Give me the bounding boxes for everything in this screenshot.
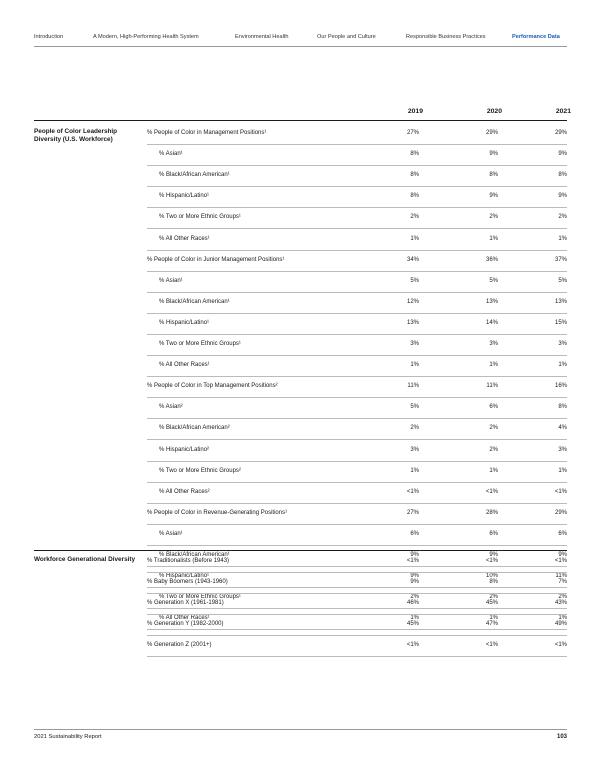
footer-report-title: 2021 Sustainability Report (34, 734, 102, 740)
value-2019: 2% (410, 425, 419, 432)
table-row (147, 419, 567, 440)
row-label: % Hispanic/Latino² (159, 446, 210, 453)
nav-people-culture[interactable]: Our People and Culture (317, 34, 376, 40)
value-2021: 9% (558, 193, 567, 200)
row-label: % Asian¹ (159, 530, 183, 537)
value-2020: 6% (489, 530, 498, 537)
table-row (147, 335, 567, 356)
table-row (147, 483, 567, 504)
row-label: % People of Color in Top Management Positions² (147, 383, 278, 390)
row-label: % Generation Y (1982-2000) (147, 621, 224, 628)
table-row (147, 145, 567, 166)
value-2020: 47% (485, 621, 498, 628)
table-row (147, 314, 567, 335)
row-label: % All Other Races¹ (159, 362, 210, 369)
value-2020: 8% (489, 172, 498, 179)
value-2019: 5% (410, 404, 419, 411)
value-2020: <1% (485, 558, 498, 564)
value-2019: 9% (410, 579, 419, 586)
value-2019: 9% (410, 573, 419, 580)
nav-responsible-business[interactable]: Responsible Business Practices (406, 34, 486, 40)
year-header-2019: 2019 (407, 108, 423, 115)
row-label: % Black/African American¹ (159, 298, 230, 305)
row-label: % Two or More Ethnic Groups¹ (159, 594, 241, 601)
value-2021: 8% (558, 404, 567, 411)
value-2019: 6% (410, 530, 419, 537)
value-2020: 9% (489, 193, 498, 200)
nav-environmental-health[interactable]: Environmental Health (235, 34, 289, 40)
row-label: % Asian¹ (159, 151, 183, 158)
section-divider (34, 550, 567, 551)
value-2021: 43% (554, 600, 567, 607)
value-2020: 29% (485, 130, 498, 136)
header-divider (34, 120, 567, 121)
value-2021: 1% (558, 615, 567, 622)
table-row (147, 356, 567, 377)
value-2020: 1% (489, 615, 498, 622)
table-row (147, 251, 567, 272)
value-2021: 1% (558, 467, 567, 474)
value-2021: 9% (558, 151, 567, 158)
row-label: % Baby Boomers (1943-1960) (147, 579, 228, 586)
row-label: % People of Color in Management Positions¹ (147, 130, 267, 136)
table-row (147, 573, 567, 594)
row-label: % Hispanic/Latino¹ (159, 573, 210, 580)
table-row (147, 462, 567, 483)
value-2021: <1% (554, 558, 567, 564)
value-2021: <1% (554, 488, 567, 495)
row-label: % Two or More Ethnic Groups¹ (159, 214, 241, 221)
row-label: % Traditionalists (Before 1943) (147, 558, 230, 564)
table-row (147, 166, 567, 187)
value-2019: 45% (406, 621, 419, 628)
value-2019: 1% (410, 615, 419, 622)
table-row (147, 552, 567, 573)
value-2020: 45% (485, 600, 498, 607)
row-label: % Two or More Ethnic Groups² (159, 467, 241, 474)
nav-divider (34, 46, 567, 47)
value-2019: 1% (410, 467, 419, 474)
row-label: % Asian² (159, 404, 183, 411)
value-2020: <1% (485, 642, 498, 649)
value-2019: 3% (410, 341, 419, 347)
value-2019: 1% (410, 362, 419, 369)
value-2021: 5% (558, 277, 567, 284)
value-2019: 46% (406, 600, 419, 607)
nav-modern-health-system[interactable]: A Modern, High-Performing Health System (93, 34, 199, 40)
value-2019: 27% (406, 130, 419, 136)
value-2019: 9% (410, 552, 419, 558)
value-2019: 11% (407, 383, 419, 390)
value-2021: 15% (554, 319, 567, 326)
table-row (147, 594, 567, 615)
top-nav (34, 34, 567, 44)
table-row (147, 636, 567, 657)
year-header-2020: 2020 (486, 108, 502, 115)
value-2021: 13% (554, 298, 567, 305)
row-label: % Generation Z (2001+) (147, 642, 212, 649)
value-2020: <1% (485, 488, 498, 495)
table-row (147, 124, 567, 145)
value-2021: 49% (554, 621, 567, 628)
value-2020: 2% (489, 214, 498, 221)
value-2020: 9% (489, 552, 498, 558)
row-label: % Generation X (1961-1981) (147, 600, 224, 607)
value-2021: 1% (558, 362, 567, 369)
table-row (147, 208, 567, 229)
row-label: % Two or More Ethnic Groups¹ (159, 341, 241, 347)
section-title: Workforce Generational Diversity (34, 556, 136, 563)
value-2019: <1% (406, 642, 419, 649)
value-2020: 1% (489, 467, 498, 474)
value-2019: <1% (406, 558, 419, 564)
row-label: % Black/African American² (159, 425, 230, 432)
value-2021: 16% (554, 383, 567, 390)
value-2021: 9% (558, 552, 567, 558)
value-2021: 7% (558, 579, 567, 586)
page-number: 103 (556, 734, 567, 740)
value-2020: 10% (485, 573, 498, 580)
value-2020: 2% (489, 594, 498, 601)
nav-introduction[interactable]: Introduction (34, 34, 64, 40)
table-row (147, 504, 567, 525)
value-2019: 12% (406, 298, 419, 305)
row-label: % Hispanic/Latino¹ (159, 193, 210, 200)
value-2019: 3% (410, 446, 419, 453)
value-2020: 13% (485, 298, 498, 305)
value-2020: 2% (489, 446, 498, 453)
value-2021: 3% (558, 446, 567, 453)
value-2021: 29% (554, 130, 567, 136)
row-label: % Asian¹ (159, 277, 183, 284)
value-2019: <1% (406, 488, 419, 495)
value-2019: 13% (406, 319, 419, 326)
table-row (147, 398, 567, 419)
value-2021: 6% (558, 530, 567, 537)
value-2019: 1% (410, 235, 419, 242)
value-2019: 27% (406, 509, 419, 516)
table-row (147, 441, 567, 462)
value-2021: 8% (558, 172, 567, 179)
value-2019: 2% (410, 214, 419, 221)
row-label: % All Other Races¹ (159, 235, 210, 242)
value-2020: 8% (489, 579, 498, 586)
value-2021: 29% (554, 509, 567, 516)
table-row (147, 525, 567, 546)
value-2021: 11% (555, 573, 567, 580)
value-2021: 37% (554, 256, 567, 263)
footer-divider (34, 729, 567, 730)
value-2020: 1% (489, 362, 498, 369)
value-2021: 4% (558, 425, 567, 432)
row-label: % Black/African American¹ (159, 552, 230, 558)
value-2020: 3% (489, 341, 498, 347)
row-label: % Black/African American¹ (159, 172, 230, 179)
table-row (147, 230, 567, 251)
row-label: % All Other Races² (159, 488, 210, 495)
row-label: % People of Color in Junior Management Positions¹ (147, 256, 285, 263)
nav-performance-data[interactable]: Performance Data (512, 34, 560, 40)
value-2019: 8% (410, 151, 419, 158)
table-row (147, 187, 567, 208)
row-divider (147, 656, 567, 657)
year-header-2021: 2021 (555, 108, 571, 115)
row-label: % Hispanic/Latino¹ (159, 319, 210, 326)
value-2021: 3% (558, 341, 567, 347)
value-2021: 2% (558, 594, 567, 601)
table-row (147, 377, 567, 398)
value-2020: 5% (489, 277, 498, 284)
value-2021: <1% (554, 642, 567, 649)
value-2021: 1% (558, 235, 567, 242)
value-2019: 8% (410, 193, 419, 200)
value-2019: 2% (410, 594, 419, 601)
value-2019: 5% (410, 277, 419, 284)
value-2020: 1% (489, 235, 498, 242)
value-2019: 8% (410, 172, 419, 179)
value-2020: 6% (489, 404, 498, 411)
section-title: People of Color Leadership Diversity (U.S. Workforce) (34, 128, 118, 144)
table-row (147, 293, 567, 314)
value-2020: 9% (489, 151, 498, 158)
row-label: % People of Color in Revenue-Generating Positions¹ (147, 509, 288, 516)
value-2020: 14% (485, 319, 498, 326)
value-2020: 36% (485, 256, 498, 263)
table-row (147, 615, 567, 636)
row-label: % All Other Races¹ (159, 615, 210, 622)
value-2020: 11% (486, 383, 498, 390)
value-2020: 2% (489, 425, 498, 432)
value-2021: 2% (558, 214, 567, 221)
table-row (147, 272, 567, 293)
value-2019: 34% (406, 256, 419, 263)
value-2020: 28% (485, 509, 498, 516)
